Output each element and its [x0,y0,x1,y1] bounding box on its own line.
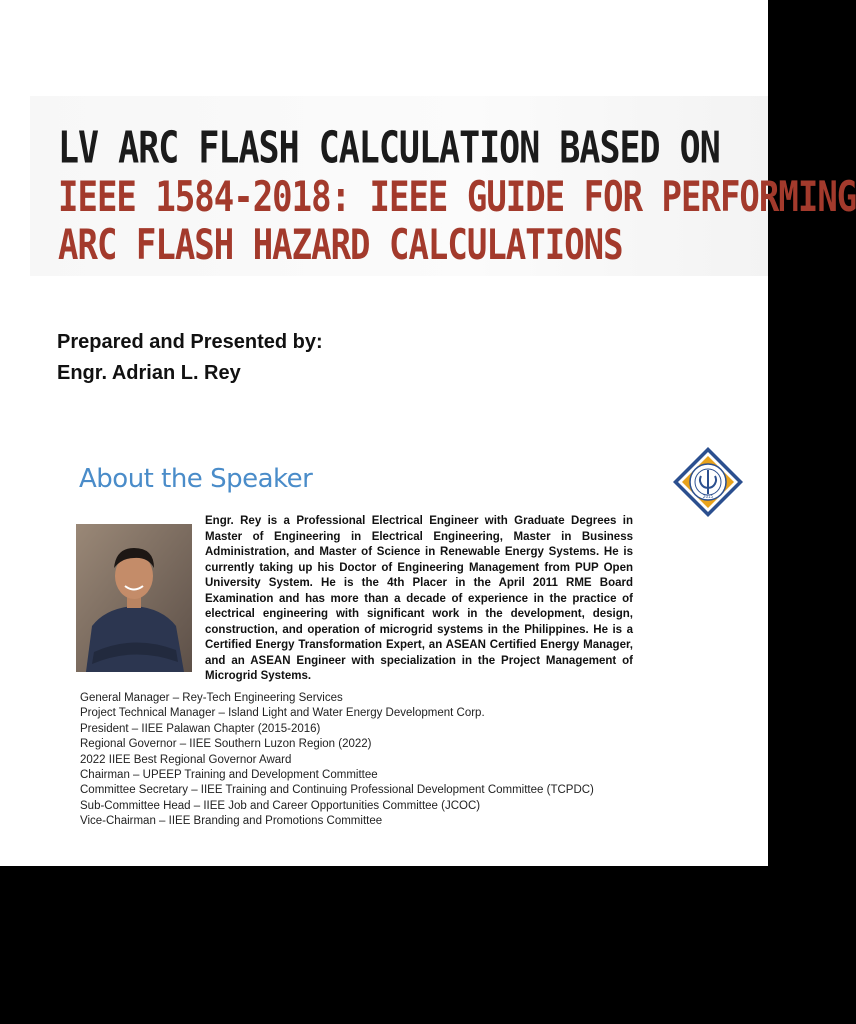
list-item: Sub-Committee Head – IIEE Job and Career Opportunities Committee (JCOC) [80,799,481,812]
speaker-bio: Engr. Rey is a Professional Electrical Engineer with Graduate Degrees in Master of Engineering in Electrical Engineering, Master in Business Administration, and Master of Science in Renewable Energy Systems. He is currently taking up his Doctor of Engineering Management from PUP Open University System. He is the 4th Placer in the April 2011 RME Board Examination and has more than a decade of experience in the practice of electrical engineering with significant work in the development, design, construction, and operation of microgrid systems in the Philippines. He is a Certified Energy Transformation Expert, an ASEAN Certified Energy Manager, and an ASEAN Engineer with specialization in the Project Management of Microgrid Systems. [205,515,633,682]
speaker-roles-list [80,691,594,830]
presenter-name: Engr. Adrian L. Rey [57,362,241,384]
speaker-photo [76,524,192,672]
svg-text:2015: 2015 [702,494,714,499]
about-speaker-heading: About the Speaker [79,464,313,494]
list-item: 2022 IIEE Best Regional Governor Award [80,753,292,766]
title-line-1: LV ARC FLASH CALCULATION BASED ON [58,124,720,174]
list-item: President – IIEE Palawan Chapter (2015-2016) [80,722,321,735]
list-item: Committee Secretary – IIEE Training and Continuing Professional Development Committee (TCPDC) [80,784,594,797]
list-item: Chairman – UPEEP Training and Development Committee [80,769,378,782]
list-item: Regional Governor – IIEE Southern Luzon Region (2022) [80,738,372,751]
title-line-2: IEEE 1584-2018: IEEE GUIDE FOR PERFORMING [58,174,856,222]
list-item: General Manager – Rey-Tech Engineering Services [80,692,343,704]
title-line-3: ARC FLASH HAZARD CALCULATIONS [58,222,623,270]
prepared-by-label: Prepared and Presented by: [57,331,323,353]
list-item: Project Technical Manager – Island Light and Water Energy Development Corp. [80,707,485,720]
organization-seal-icon [672,446,744,518]
list-item: Vice-Chairman – IIEE Branding and Promotions Committee [80,815,383,828]
